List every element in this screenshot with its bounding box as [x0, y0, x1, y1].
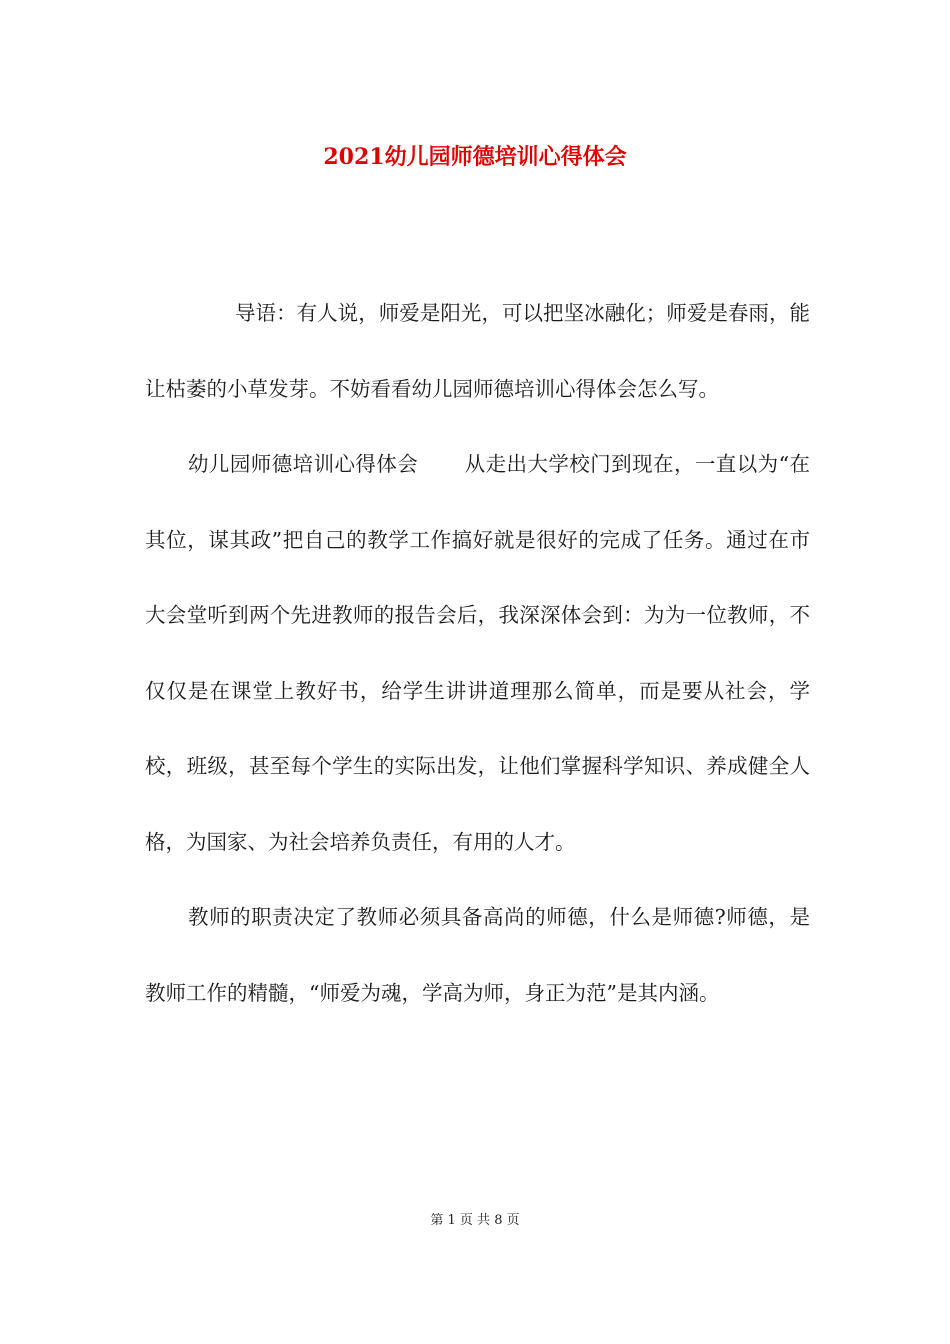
- third-paragraph: 教师的职责决定了教师必须具备高尚的师德，什么是师德?师德，是教师工作的精髓，“师爱为魂，学高为师，身正为范”是其内涵。: [145, 905, 810, 1005]
- section-heading: 幼儿园师德培训心得体会: [188, 452, 419, 476]
- section-paragraph: [145, 427, 810, 880]
- document-body: [145, 276, 810, 1031]
- intro-paragraph: 导语：有人说，师爱是阳光，可以把坚冰融化；师爱是春雨，能让枯萎的小草发芽。不妨看看幼儿园师德培训心得体会怎么写。: [145, 301, 810, 401]
- section-body: 从走出大学校门到现在，一直以为“在其位，谋其政”把自己的教学工作搞好就是很好的完成了任务。通过在市大会堂听到两个先进教师的报告会后，我深深体会到：为为一位教师，不仅仅是在课堂上教好书，给学生讲讲道理那么简单，而是要从社会，学校，班级，甚至每个学生的实际出发，让他们掌握科学知识、养成健全人格，为国家、为社会培养负责任，有用的人才。: [145, 452, 811, 854]
- document-title: 2021幼儿园师德培训心得体会: [323, 144, 627, 170]
- page-footer: 第 1 页 共 8 页: [430, 1213, 520, 1228]
